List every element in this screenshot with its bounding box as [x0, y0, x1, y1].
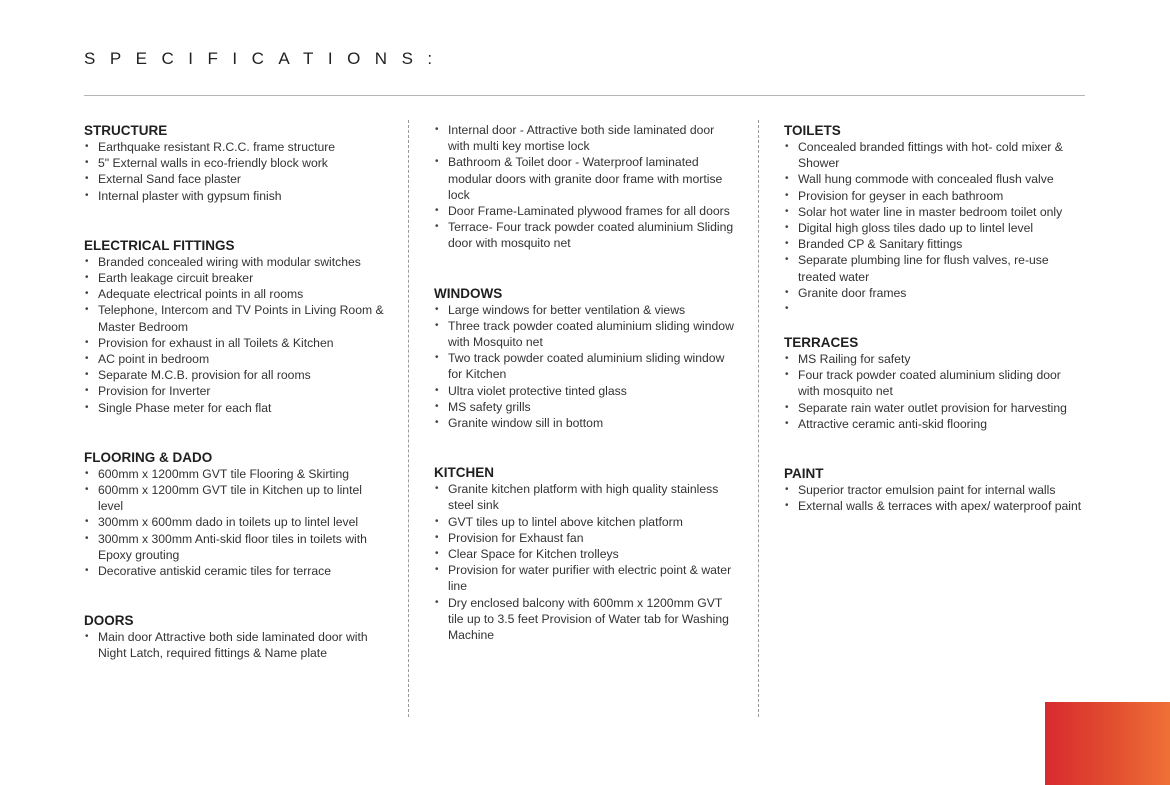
spec-item: • 300mm x 600mm dado in toilets up to lintel level	[84, 514, 389, 530]
spec-item: • Solar hot water line in master bedroom toilet only	[784, 204, 1084, 220]
spec-list	[84, 254, 389, 416]
spec-column-1	[84, 122, 389, 662]
section-heading: ELECTRICAL FITTINGS	[84, 237, 235, 253]
spec-item: • MS Railing for safety	[784, 351, 1084, 367]
spec-item: • Internal door - Attractive both side laminated door with multi key mortise lock	[434, 122, 739, 154]
spec-item: • Separate rain water outlet provision for harvesting	[784, 400, 1084, 416]
section-heading: KITCHEN	[434, 465, 494, 481]
spec-item: • Four track powder coated aluminium sliding door with mosquito net	[784, 367, 1084, 399]
spec-item: • Two track powder coated aluminium sliding window for Kitchen	[434, 350, 739, 382]
spec-item: • GVT tiles up to lintel above kitchen platform	[434, 514, 739, 530]
spec-item: • Branded CP & Sanitary fittings	[784, 236, 1084, 252]
spec-section	[434, 464, 739, 643]
section-heading: WINDOWS	[434, 285, 503, 301]
spec-item: • Superior tractor emulsion paint for internal walls	[784, 482, 1084, 498]
spec-item: • Attractive ceramic anti-skid flooring	[784, 416, 1084, 432]
spec-item: • 600mm x 1200mm GVT tile in Kitchen up to lintel level	[84, 482, 389, 514]
spec-section	[784, 122, 1084, 301]
column-divider	[408, 120, 409, 717]
header-divider	[84, 95, 1085, 96]
spec-item: • Telephone, Intercom and TV Points in Living Room & Master Bedroom	[84, 302, 389, 334]
spec-item: • Door Frame-Laminated plywood frames for all doors	[434, 203, 739, 219]
spec-section	[784, 334, 1084, 432]
spec-item: • Main door Attractive both side laminated door with Night Latch, required fittings & Name plate	[84, 629, 389, 661]
spec-column-2	[434, 122, 739, 643]
spec-item: • 300mm x 300mm Anti-skid floor tiles in toilets with Epoxy grouting	[84, 531, 389, 563]
spec-item: • Separate M.C.B. provision for all rooms	[84, 367, 389, 383]
spec-item: • Provision for Inverter	[84, 383, 389, 399]
spec-item: • External Sand face plaster	[84, 171, 389, 187]
spec-section	[784, 465, 1084, 514]
spec-list	[784, 482, 1084, 514]
spec-item: • 5" External walls in eco-friendly block work	[84, 155, 389, 171]
spec-column-3	[784, 122, 1084, 514]
spec-list	[784, 351, 1084, 432]
spec-list	[84, 629, 389, 661]
spec-item: • Ultra violet protective tinted glass	[434, 383, 739, 399]
spec-item: • 600mm x 1200mm GVT tile Flooring & Skirting	[84, 466, 389, 482]
spec-item: • External walls & terraces with apex/ waterproof paint	[784, 498, 1084, 514]
spec-item: • Large windows for better ventilation & views	[434, 302, 739, 318]
spec-section	[434, 122, 739, 252]
spec-item: • Earthquake resistant R.C.C. frame structure	[84, 139, 389, 155]
spec-list	[434, 302, 739, 432]
spec-item: • Bathroom & Toilet door - Waterproof laminated modular doors with granite door frame with mortise lock	[434, 154, 739, 203]
spec-item: • Decorative antiskid ceramic tiles for terrace	[84, 563, 389, 579]
spec-item: • Earth leakage circuit breaker	[84, 270, 389, 286]
section-heading: TERRACES	[784, 335, 859, 351]
spec-item: • Clear Space for Kitchen trolleys	[434, 546, 739, 562]
section-heading: FLOORING & DADO	[84, 449, 213, 465]
spec-item: • Single Phase meter for each flat	[84, 400, 389, 416]
section-heading: TOILETS	[784, 123, 841, 138]
spec-section	[84, 122, 389, 204]
section-heading: DOORS	[84, 613, 134, 629]
spec-item: • Provision for geyser in each bathroom	[784, 188, 1084, 204]
spec-item: • Terrace- Four track powder coated aluminium Sliding door with mosquito net	[434, 219, 739, 251]
spec-item: • Three track powder coated aluminium sliding window with Mosquito net	[434, 318, 739, 350]
spec-item: • Concealed branded fittings with hot- cold mixer & Shower	[784, 139, 1084, 171]
spec-section	[434, 285, 739, 432]
spec-item: • AC point in bedroom	[84, 351, 389, 367]
spec-list	[434, 481, 739, 643]
spec-item: • Granite door frames	[784, 285, 1084, 301]
spec-item: • Dry enclosed balcony with 600mm x 1200mm GVT tile up to 3.5 feet Provision of Water tab for Washing Machine	[434, 595, 739, 644]
section-heading: STRUCTURE	[84, 123, 168, 138]
spec-list	[784, 139, 1084, 301]
spec-item: • Wall hung commode with concealed flush valve	[784, 171, 1084, 187]
page-title: SPECIFICATIONS:	[84, 49, 447, 68]
spec-list	[84, 139, 389, 204]
section-heading: PAINT	[784, 466, 824, 482]
spec-section	[84, 449, 389, 579]
spec-item: • Provision for exhaust in all Toilets & Kitchen	[84, 335, 389, 351]
spec-item: • Granite window sill in bottom	[434, 415, 739, 431]
spec-item: • Granite kitchen platform with high quality stainless steel sink	[434, 481, 739, 513]
spec-item: • Digital high gloss tiles dado up to lintel level	[784, 220, 1084, 236]
spec-list	[84, 466, 389, 579]
spec-item: • Branded concealed wiring with modular switches	[84, 254, 389, 270]
spec-section	[84, 612, 389, 661]
spec-item: • Adequate electrical points in all rooms	[84, 286, 389, 302]
spec-item: • Separate plumbing line for flush valves, re-use treated water	[784, 252, 1084, 284]
spec-item: • MS safety grills	[434, 399, 739, 415]
spec-list	[434, 122, 739, 252]
spec-item: • Provision for water purifier with electric point & water line	[434, 562, 739, 594]
column-divider	[758, 120, 759, 717]
brand-accent-block	[1045, 702, 1170, 785]
spec-section	[84, 237, 389, 416]
spec-item: • Provision for Exhaust fan	[434, 530, 739, 546]
spec-item: • Internal plaster with gypsum finish	[84, 188, 389, 204]
